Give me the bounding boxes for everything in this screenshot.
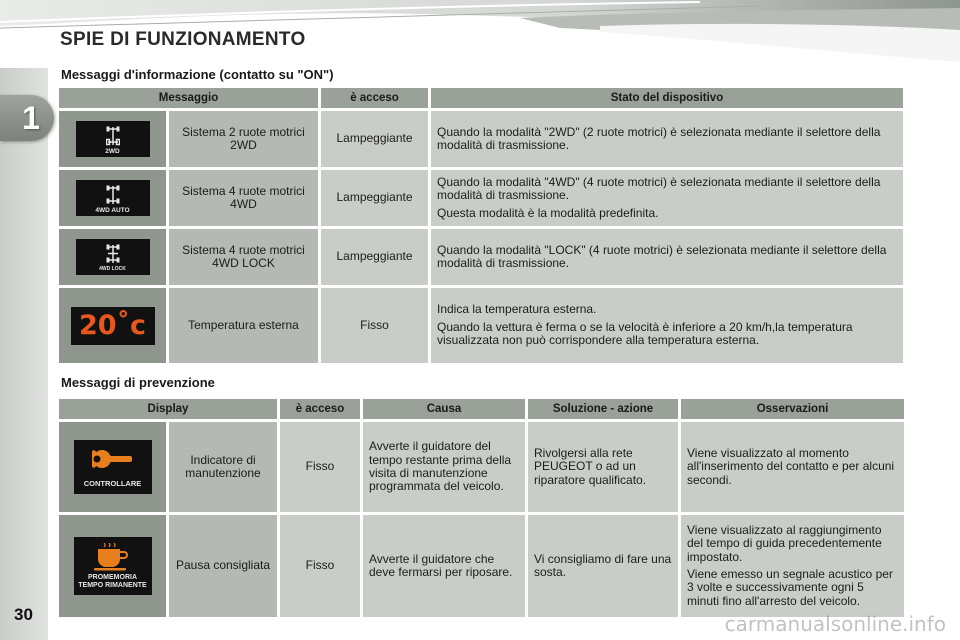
- header-osservazioni: Osservazioni: [681, 399, 904, 419]
- header-stato: Stato del dispositivo: [431, 88, 903, 108]
- warning-name: Pausa consigliata: [169, 515, 277, 617]
- warning-solution: Rivolgersi alla rete PEUGEOT o ad un riparatore qualificato.: [528, 422, 678, 512]
- header-acceso: è acceso: [321, 88, 428, 108]
- chapter-number: 1: [22, 99, 40, 136]
- warning-notes: Viene visualizzato al raggiungimento del tempo di guida precedentemente impostato. Viene emesso un segnale acustico per 3 volte e successivamente ogni 5 minuti fino all'arresto del veicolo.: [681, 515, 904, 617]
- warning-messages-table: [56, 396, 907, 620]
- warning-cause: Avverte il guidatore del tempo restante prima della visita di manutenzione programmata del veicolo.: [363, 422, 525, 512]
- info-table-header: [59, 88, 903, 108]
- table-row: [59, 170, 903, 226]
- warning-name: Indicatore di manutenzione: [169, 422, 277, 512]
- message-description: Quando la modalità "2WD" (2 ruote motrici) è selezionata mediante il selettore della modalità di trasmissione.: [431, 111, 903, 167]
- table-row: [59, 422, 904, 512]
- table-row: [59, 111, 903, 167]
- header-soluzione: Soluzione - azione: [528, 399, 678, 419]
- message-description: Quando la modalità "LOCK" (4 ruote motrici) è selezionata mediante il selettore della modalità di trasmissione.: [431, 229, 903, 285]
- 4wd-lock-icon: 4WD LOCK: [76, 239, 150, 275]
- 4wd-auto-icon: 4WD AUTO: [76, 180, 150, 216]
- message-state: Lampeggiante: [321, 229, 428, 285]
- info-section-title: Messaggi d'informazione (contatto su "ON"): [61, 67, 334, 82]
- message-state: Lampeggiante: [321, 170, 428, 226]
- message-description: Quando la modalità "4WD" (4 ruote motrici) è selezionata mediante il selettore della modalità di trasmissione. Questa modalità è la modalità predefinita.: [431, 170, 903, 226]
- icon-cell: [59, 170, 166, 226]
- table-row: [59, 288, 903, 363]
- coffee-cup-icon: PROMEMORIA TEMPO RIMANENTE: [74, 537, 152, 595]
- table-row: [59, 515, 904, 617]
- info-messages-table: [56, 85, 906, 366]
- message-name: Sistema 4 ruote motrici 4WD LOCK: [169, 229, 318, 285]
- temperature-display-icon: 20˚c: [71, 307, 155, 345]
- header-messaggio: Messaggio: [59, 88, 318, 108]
- sidebar: [0, 68, 48, 640]
- message-state: Lampeggiante: [321, 111, 428, 167]
- warning-state: Fisso: [280, 515, 360, 617]
- icon-cell: [59, 422, 166, 512]
- warning-notes: Viene visualizzato al momento all'inserimento del contatto e per alcuni secondi.: [681, 422, 904, 512]
- page-number: 30: [14, 605, 33, 624]
- icon-cell: [59, 515, 166, 617]
- header-display: Display: [59, 399, 277, 419]
- message-name: Temperatura esterna: [169, 288, 318, 363]
- chapter-tab[interactable]: [0, 95, 54, 141]
- warning-solution: Vi consigliamo di fare una sosta.: [528, 515, 678, 617]
- icon-cell: [59, 111, 166, 167]
- message-description: Indica la temperatura esterna. Quando la vettura è ferma o se la velocità è inferiore a 20 km/h,la temperatura visualizzata non può corrispondere alla temperatura esterna.: [431, 288, 903, 363]
- message-name: Sistema 2 ruote motrici 2WD: [169, 111, 318, 167]
- table-row: [59, 229, 903, 285]
- message-state: Fisso: [321, 288, 428, 363]
- header-causa: Causa: [363, 399, 525, 419]
- warn-section-title: Messaggi di prevenzione: [61, 375, 215, 390]
- icon-cell: [59, 229, 166, 285]
- icon-cell: [59, 288, 166, 363]
- header-acceso: è acceso: [280, 399, 360, 419]
- warning-cause: Avverte il guidatore che deve fermarsi per riposare.: [363, 515, 525, 617]
- page-title: SPIE DI FUNZIONAMENTO: [60, 29, 306, 50]
- message-name: Sistema 4 ruote motrici 4WD: [169, 170, 318, 226]
- watermark: carmanualsonline.info: [724, 612, 946, 636]
- wrench-icon: CONTROLLARE: [74, 440, 152, 494]
- 2wd-icon: 2WD: [76, 121, 150, 157]
- warning-state: Fisso: [280, 422, 360, 512]
- warn-table-header: [59, 399, 904, 419]
